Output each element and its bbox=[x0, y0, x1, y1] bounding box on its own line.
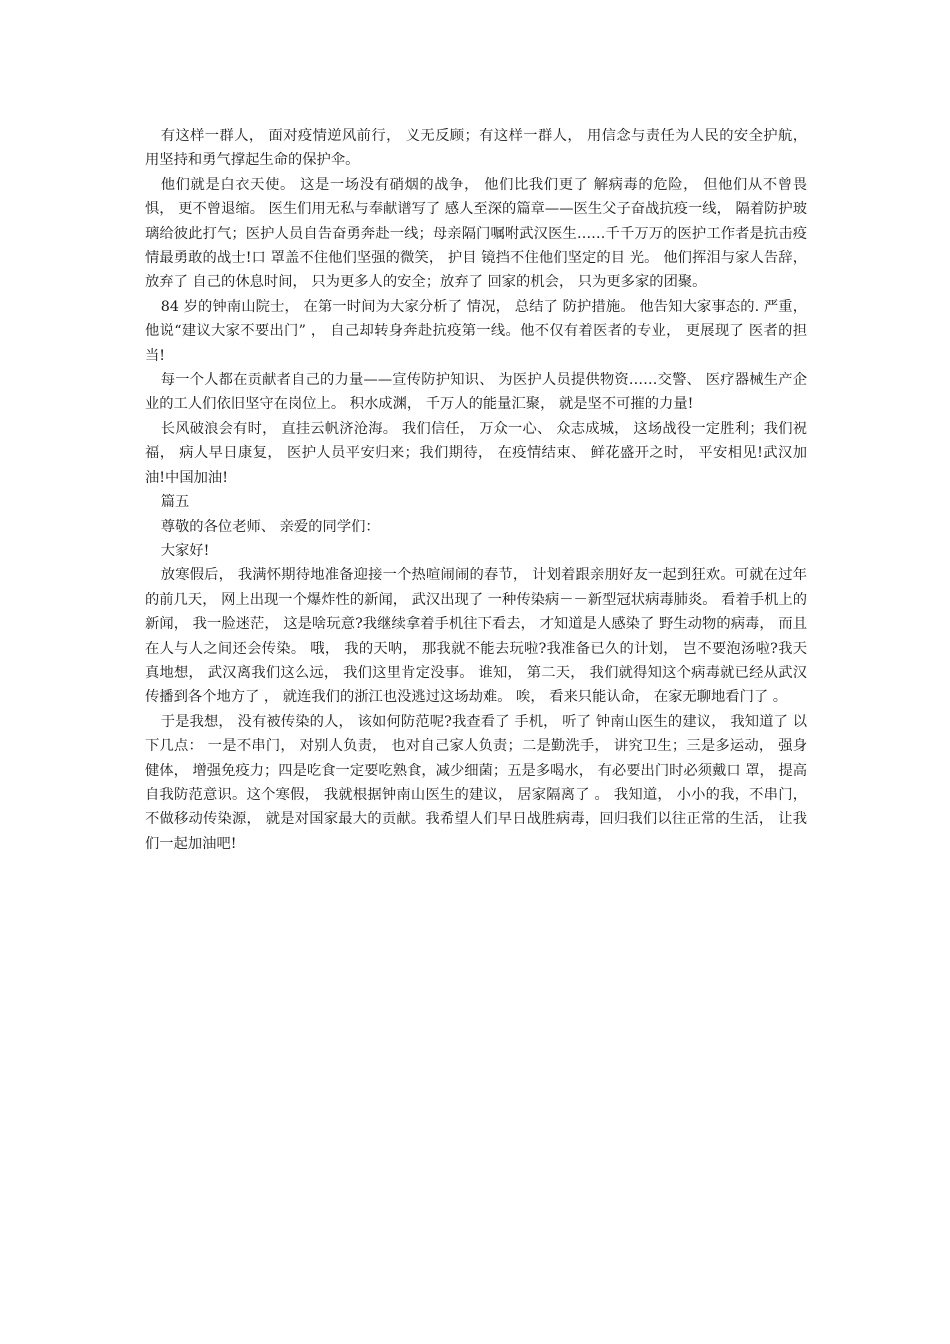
section-heading-pian-wu: 篇五 bbox=[160, 494, 190, 511]
paragraph-wuhan-jiayou: 长风破浪会有时， 直挂云帆济沧海。 我们信任， 万众一心、 众志成城， 这场战役一定胜利；我们祝福， 病人早日康复， 医护人员平安归来；我们期待， 在疫情结束、 鲜花盛开之时， 平安相见!武汉加油!中国加油! bbox=[145, 420, 807, 486]
paragraph-heroes-intro: 有这样一群人， 面对疫情逆风前行， 义无反顾；有这样一群人， 用信念与责任为人民的安全护航， 用坚持和勇气撑起生命的保护伞。 bbox=[145, 128, 807, 169]
paragraph-winter-vacation: 放寒假后， 我满怀期待地准备迎接一个热喧闹闹的春节， 计划着跟亲朋好友一起到狂欢。可就在过年的前几天， 网上出现一个爆炸性的新闻， 武汉出现了 一种传染病－－新型冠状病毒肺炎。 看着手机上的新闻， 我一脸迷茫， 这是啥玩意?我继续拿着手机往下看去， 才知道是人感染了 野生动物的病毒， 而且在人与人之间还会传染。 哦， 我的天呐， 那我就不能去玩啦?我准备已久的计划， 岂不要泡汤啦?我天真地想， 武汉离我们这么远， 我们这里肯定没事。 谁知， 第二天， 我们就得知这个病毒就已经从武汉传播到各个地方了 ， 就连我们的浙江也没逃过这场劫难。 唉， 看来只能认命， 在家无聊地看门了 。 bbox=[145, 567, 807, 706]
salutation-teachers-students: 尊敬的各位老师、 亲爱的同学们： bbox=[160, 518, 380, 535]
paragraph-prevention: 于是我想， 没有被传染的人， 该如何防范呢?我查看了 手机， 听了 钟南山医生的建议， 我知道了 以下几点： 一是不串门， 对别人负责， 也对自己家人负责；二是勤洗手， 讲究卫生；三是多运动， 强身健体， 增强免疫力；四是吃食一定要吃熟食，减少细菌；五是多喝水， 有必要出门时必须戴口 罩， 提高自我防范意识。这个寒假， 我就根据钟南山医生的建议， 居家隔离了 。 我知道， 小小的我，不串门， 不做移动传染源， 就是对国家最大的贡献。我希望人们早日战胜病毒，回归我们以往正常的生活， 让我们一起加油吧! bbox=[145, 713, 807, 852]
paragraph-everyone-contributes: 每一个人都在贡献者自己的力量——宣传防护知识、 为医护人员提供物资……交警、 医疗器械生产企业的工人们依旧坚守在岗位上。 积水成渊， 千万人的能量汇聚， 就是坚不可摧的力量! bbox=[145, 372, 807, 413]
paragraph-zhong-nanshan: 84 岁的钟南山院士， 在第一时间为大家分析了 情况， 总结了 防护措施。 他告知大家事态的. 严重， 他说“建议大家不要出门” ， 自己却转身奔赴抗疫第一线。他不仅有着医者的专业， 更展现了 医者的担当! bbox=[145, 298, 807, 364]
paragraph-white-angels: 他们就是白衣天使。 这是一场没有硝烟的战争， 他们比我们更了 解病毒的危险， 但他们从不曾畏惧， 更不曾退缩。 医生们用无私与奉献谱写了 感人至深的篇章——医生父子奋战抗疫一线， 隔着防护玻璃给彼此打气；医护人员自告奋勇奔赴一线；母亲隔门嘱咐武汉医生……千千万万的医护工作者是抗击疫情最勇敢的战士!口 罩盖不住他们坚强的微笑， 护目 镜挡不住他们坚定的目 光。 他们挥泪与家人告辞， 放弃了 自己的休息时间， 只为更多人的安全；放弃了 回家的机会， 只为更多家的团聚。 bbox=[145, 176, 807, 291]
greeting-hello-everyone: 大家好! bbox=[160, 542, 210, 559]
document-body bbox=[145, 124, 807, 856]
